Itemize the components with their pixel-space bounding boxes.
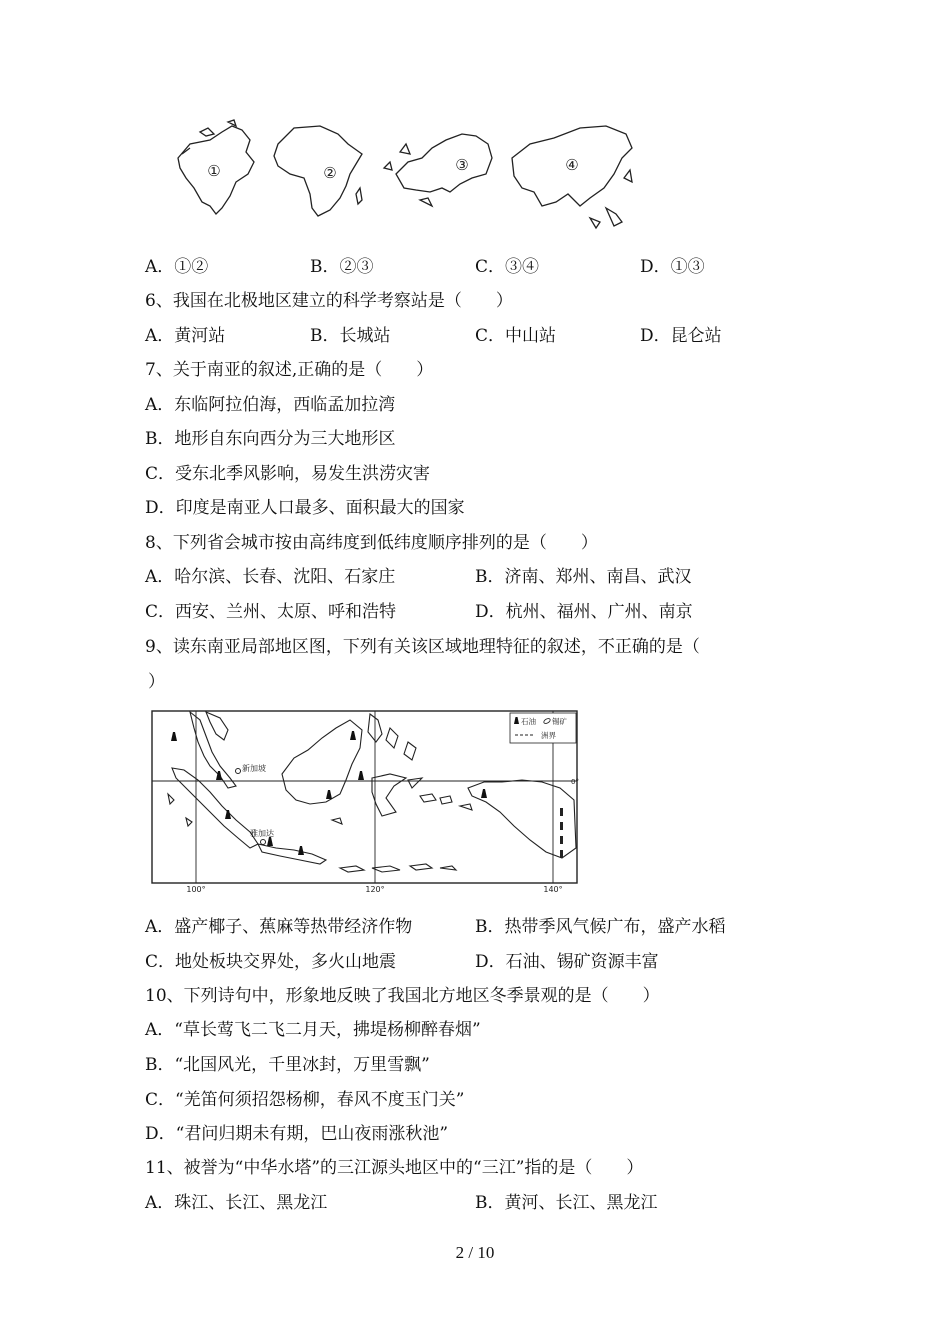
legend-oil: 石油	[521, 717, 536, 726]
q10-option-d: D．“君问归期未有期，巴山夜雨涨秋池”	[145, 1124, 449, 1144]
q5-option-c: C．③④	[475, 257, 540, 277]
continent-maps-figure	[170, 118, 640, 236]
q7-option-b: B．地形自东向西分为三大地形区	[145, 429, 396, 449]
lat-label-0: 0°	[571, 778, 579, 786]
q7-stem: 7、关于南亚的叙述,正确的是（ ）	[145, 360, 434, 380]
q11-option-b: B．黄河、长江、黑龙江	[475, 1193, 658, 1213]
q9-stem: 9、读东南亚局部地区图，下列有关该区域地理特征的叙述，不正确的是（	[145, 637, 700, 657]
q9-option-c: C．地处板块交界处，多火山地震	[145, 952, 397, 972]
map-label-1: ①	[207, 162, 221, 180]
lon-label-120: 120°	[365, 885, 385, 894]
q8-option-d: D．杭州、福州、广州、南京	[475, 602, 693, 622]
map-label-3: ③	[455, 156, 469, 174]
city-jakarta: 雅加达	[250, 829, 274, 838]
q8-option-c: C．西安、兰州、太原、呼和浩特	[145, 602, 397, 622]
q10-stem: 10、下列诗句中，形象地反映了我国北方地区冬季景观的是（ ）	[145, 986, 660, 1006]
q10-option-a: A．“草长莺飞二飞二月天，拂堤杨柳醉春烟”	[145, 1020, 481, 1040]
q11-option-a: A．珠江、长江、黑龙江	[145, 1193, 328, 1213]
map-label-4: ④	[565, 156, 579, 174]
q8-option-b: B．济南、郑州、南昌、武汉	[475, 567, 692, 587]
legend-boundary: 洲界	[541, 731, 556, 740]
southeast-asia-map	[150, 708, 580, 896]
q10-option-b: B．“北国风光，千里冰封，万里雪飘”	[145, 1055, 430, 1075]
q7-option-d: D．印度是南亚人口最多、面积最大的国家	[145, 498, 465, 518]
q9-option-d: D．石油、锡矿资源丰富	[475, 952, 659, 972]
q6-option-b: B．长城站	[310, 326, 391, 346]
q7-option-c: C．受东北季风影响，易发生洪涝灾害	[145, 464, 431, 484]
lon-label-100: 100°	[186, 885, 206, 894]
q10-option-c: C．“羌笛何须招怨杨柳，春风不度玉门关”	[145, 1090, 465, 1110]
q6-option-a: A．黄河站	[145, 326, 226, 346]
q5-option-b: B．②③	[310, 257, 374, 277]
q7-option-a: A．东临阿拉伯海，西临孟加拉湾	[145, 395, 396, 415]
city-singapore: 新加坡	[242, 764, 266, 773]
map-africa	[274, 126, 362, 216]
q9-option-b: B．热带季风气候广布，盛产水稻	[475, 917, 726, 937]
q5-option-d: D．①③	[640, 257, 705, 277]
q6-stem: 6、我国在北极地区建立的科学考察站是（ ）	[145, 291, 513, 311]
legend-tin: 锡矿	[552, 717, 567, 726]
q9-stem-close: ）	[148, 672, 165, 692]
q9-option-a: A．盛产椰子、蕉麻等热带经济作物	[145, 917, 413, 937]
map-label-2: ②	[323, 164, 337, 182]
map-europe	[396, 134, 492, 192]
q5-option-a: A．①②	[145, 257, 209, 277]
page-number: 2 / 10	[455, 1243, 495, 1262]
q6-option-d: D．昆仑站	[640, 326, 722, 346]
q6-option-c: C．中山站	[475, 326, 557, 346]
lon-label-140: 140°	[543, 885, 563, 894]
q11-stem: 11、被誉为“中华水塔”的三江源头地区中的“三江”指的是（ ）	[145, 1158, 644, 1178]
q8-option-a: A．哈尔滨、长春、沈阳、石家庄	[145, 567, 396, 587]
q8-stem: 8、下列省会城市按由高纬度到低纬度顺序排列的是（ ）	[145, 533, 598, 553]
